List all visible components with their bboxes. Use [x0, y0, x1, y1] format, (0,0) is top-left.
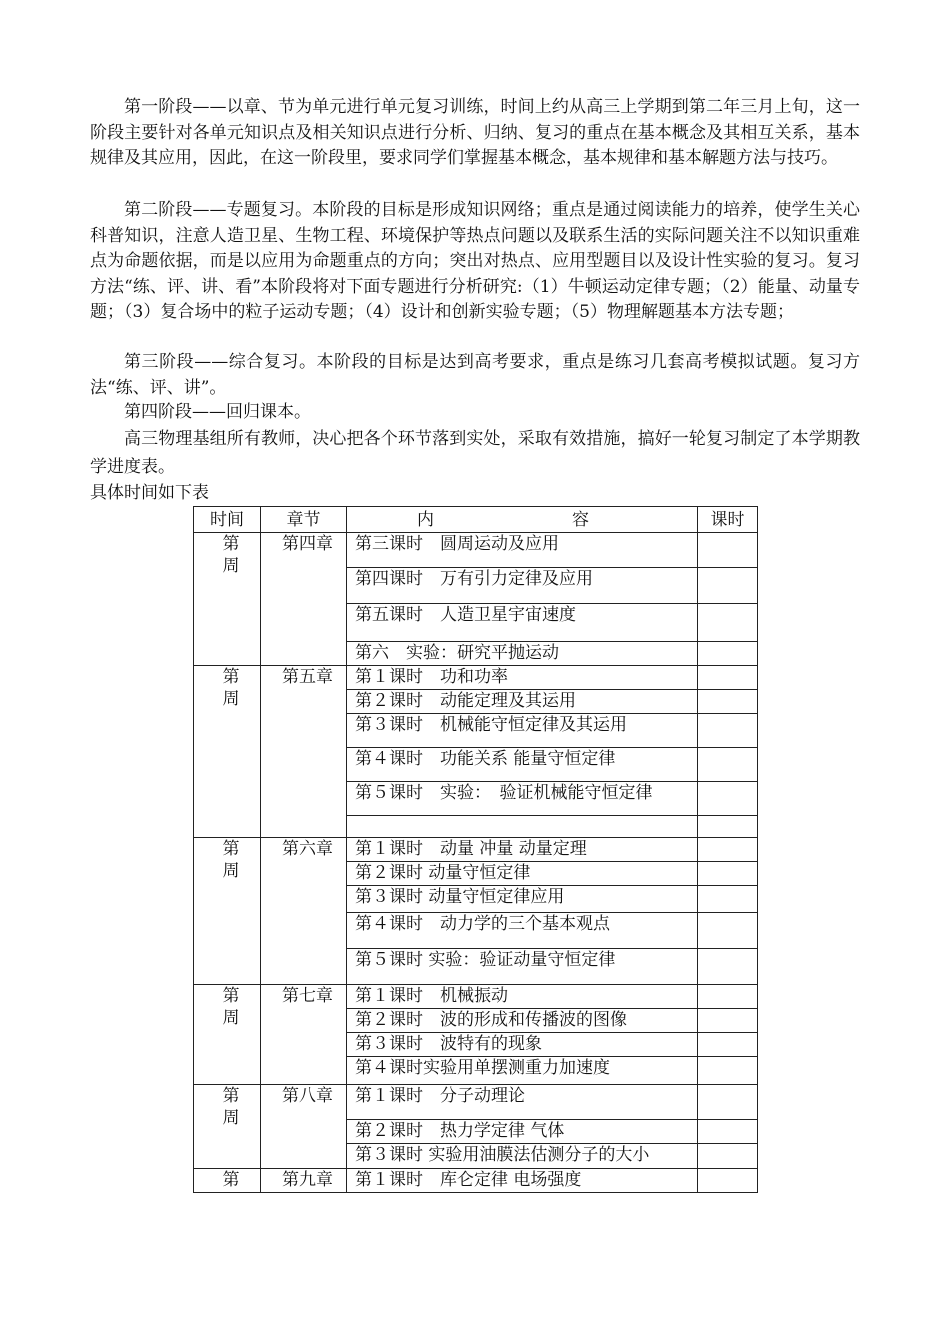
table-row	[194, 1169, 758, 1193]
header-hours: 课时	[698, 507, 758, 533]
hours-cell	[698, 886, 758, 913]
week-cell: 第 周	[194, 533, 261, 666]
hours-cell	[698, 1033, 758, 1057]
chapter-cell: 第八章	[261, 1085, 347, 1169]
paragraph-stage-2: 第二阶段——专题复习。本阶段的目标是形成知识网络；重点是通过阅读能力的培养，使学生关心科普知识，注意人造卫星、生物工程、环境保护等热点问题以及联系生活的实际问题关注不以知识重难点为命题依据，而是以应用为命题重点的方向；突出对热点、应用型题目以及设计性实验的复习。复习方法“练、评、讲、看”本阶段将对下面专题进行分析研究:（1）牛顿运动定律专题；（2）能量、动量专题；（3）复合场中的粒子运动专题；（4）设计和创新实验专题；（5）物理解题基本方法专题；	[90, 200, 860, 322]
schedule-table	[193, 506, 758, 1193]
week-cell: 第 周	[194, 1085, 261, 1169]
content-cell: 第４课时 功能关系 能量守恒定律	[347, 748, 698, 782]
hours-cell	[698, 666, 758, 690]
content-cell: 第１课时 动量 冲量 动量定理	[347, 838, 698, 862]
hours-cell	[698, 1057, 758, 1085]
hours-cell	[698, 748, 758, 782]
hours-cell	[698, 642, 758, 666]
table-row	[194, 533, 758, 568]
content-cell: 第４课时 动力学的三个基本观点	[347, 913, 698, 949]
content-cell: 第３课时 机械能守恒定律及其运用	[347, 714, 698, 748]
hours-cell	[698, 690, 758, 714]
paragraph-plan: 高三物理基组所有教师，决心把各个环节落到实处，采取有效措施，搞好一轮复习制定了本学期教学进度表。	[90, 429, 860, 477]
hours-cell	[698, 862, 758, 886]
content-cell: 第３课时 波特有的现象	[347, 1033, 698, 1057]
content-cell	[347, 816, 698, 838]
hours-cell	[698, 985, 758, 1009]
chapter-cell: 第六章	[261, 838, 347, 985]
content-cell: 第２课时 波的形成和传播波的图像	[347, 1009, 698, 1033]
hours-cell	[698, 604, 758, 642]
table-header-row	[194, 507, 758, 533]
hours-cell	[698, 533, 758, 568]
paragraph-stage-3: 第三阶段——综合复习。本阶段的目标是达到高考要求，重点是练习几套高考模拟试题。复习方法“练、评、讲”。	[90, 352, 860, 398]
content-cell: 第五课时 人造卫星宇宙速度	[347, 604, 698, 642]
hours-cell	[698, 568, 758, 604]
hours-cell	[698, 838, 758, 862]
table-row	[194, 1085, 758, 1120]
hours-cell	[698, 1169, 758, 1193]
chapter-cell: 第九章	[261, 1169, 347, 1193]
chapter-cell: 第七章	[261, 985, 347, 1085]
header-content	[347, 507, 698, 533]
content-cell: 第２课时 动量守恒定律	[347, 862, 698, 886]
hours-cell	[698, 1120, 758, 1144]
hours-cell	[698, 782, 758, 816]
content-cell: 第４课时实验用单摆测重力加速度	[347, 1057, 698, 1085]
hours-cell	[698, 1085, 758, 1120]
hours-cell	[698, 714, 758, 748]
hours-cell	[698, 1144, 758, 1169]
content-cell: 第３课时 实验用油膜法估测分子的大小	[347, 1144, 698, 1169]
content-cell: 第三课时 圆周运动及应用	[347, 533, 698, 568]
content-cell: 第２课时 热力学定律 气体	[347, 1120, 698, 1144]
content-cell: 第六 实验：研究平抛运动	[347, 642, 698, 666]
content-cell: 第５课时 实验：验证动量守恒定律	[347, 949, 698, 985]
week-cell: 第	[194, 1169, 261, 1193]
chapter-cell: 第四章	[261, 533, 347, 666]
schedule-body	[194, 533, 758, 1193]
table-row	[194, 985, 758, 1009]
paragraph-stage-4: 第四阶段——回归课本。	[124, 402, 311, 422]
chapter-cell: 第五章	[261, 666, 347, 838]
content-cell: 第１课时 库仑定律 电场强度	[347, 1169, 698, 1193]
week-cell: 第 周	[194, 838, 261, 985]
hours-cell	[698, 816, 758, 838]
table-row	[194, 838, 758, 862]
hours-cell	[698, 1009, 758, 1033]
paragraph-stage-1: 第一阶段——以章、节为单元进行单元复习训练，时间上约从高三上学期到第二年三月上旬，这一阶段主要针对各单元知识点及相关知识点进行分析、归纳、复习的重点在基本概念及其相互关系，基本规律及其应用，因此，在这一阶段里，要求同学们掌握基本概念，基本规律和基本解题方法与技巧。	[90, 97, 860, 168]
content-cell: 第５课时 实验： 验证机械能守恒定律	[347, 782, 698, 816]
header-content-right: 容	[572, 509, 589, 530]
content-cell: 第１课时 分子动理论	[347, 1085, 698, 1120]
hours-cell	[698, 913, 758, 949]
week-cell: 第 周	[194, 666, 261, 838]
week-cell: 第 周	[194, 985, 261, 1085]
content-cell: 第３课时 动量守恒定律应用	[347, 886, 698, 913]
content-cell: 第１课时 功和功率	[347, 666, 698, 690]
content-cell: 第四课时 万有引力定律及应用	[347, 568, 698, 604]
content-cell: 第１课时 机械振动	[347, 985, 698, 1009]
header-chapter: 章节	[261, 507, 347, 533]
table-intro: 具体时间如下表	[90, 483, 209, 503]
hours-cell	[698, 949, 758, 985]
header-content-left: 内	[417, 509, 434, 530]
content-cell: 第２课时 动能定理及其运用	[347, 690, 698, 714]
table-row	[194, 666, 758, 690]
header-time: 时间	[194, 507, 261, 533]
